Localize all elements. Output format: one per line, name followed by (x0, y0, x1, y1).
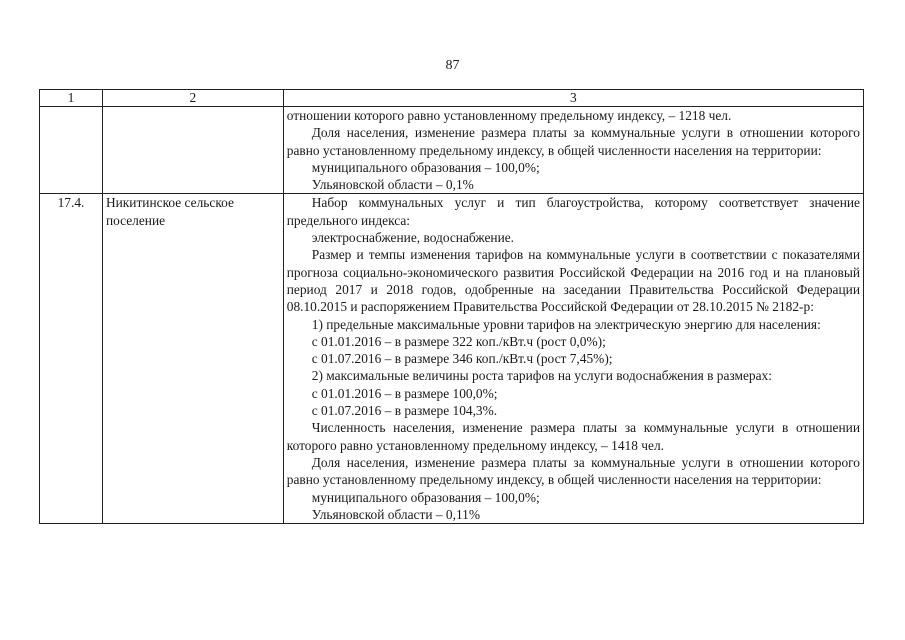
row-content-cell (283, 107, 863, 194)
paragraph: Доля населения, изменение размера платы за коммунальные услуги в отношении которого равно установленному предельному индексу, в общей численности населения на территории: (286, 454, 860, 488)
page-number: 87 (445, 58, 460, 73)
data-table (39, 89, 864, 524)
paragraph: Численность населения, изменение размера платы за коммунальные услуги в отношении которого равно установленному предельному индексу, – 1418 чел. (286, 420, 860, 453)
row-name-cell (102, 107, 283, 194)
paragraph: 2) максимальные величины роста тарифов на услуги водоснабжения в размерах: (311, 368, 772, 384)
row-number-cell (40, 107, 103, 194)
paragraph: Размер и темпы изменения тарифов на коммунальные услуги в соответствии с показателями прогноза социально-экономического развития Российской Федерации на 2016 год и на плановый период 2017 и 2018 годов, одобренные на заседании Правительства Российской Федерации 08.10.2015 и распоряжением Правительства Российской Федерации от 28.10.2015 № 2182-р: (286, 247, 860, 315)
paragraph: Ульяновской области – 0,11% (311, 506, 480, 522)
paragraph: электроснабжение, водоснабжение. (311, 230, 515, 246)
column-header-2: 2 (102, 90, 283, 107)
row-content-cell (283, 194, 863, 524)
paragraph: Доля населения, изменение размера платы за коммунальные услуги в отношении которого равно установленному предельному индексу, в общей численности населения на территории: (286, 125, 860, 158)
paragraph: с 01.01.2016 – в размере 322 коп./кВт.ч (рост 0,0%); (311, 333, 606, 349)
paragraph: Ульяновской области – 0,1% (311, 177, 474, 193)
table-header-row (40, 90, 864, 107)
paragraph: муниципального образования – 100,0%; (311, 489, 540, 505)
row-name-cell: Никитинское сельское поселение (102, 194, 283, 524)
row-number-cell: 17.4. (40, 194, 103, 524)
table-row-continuation (40, 107, 864, 194)
column-header-3: 3 (283, 90, 863, 107)
paragraph: с 01.07.2016 – в размере 346 коп./кВт.ч (рост 7,45%); (311, 351, 613, 367)
paragraph: Набор коммунальных услуг и тип благоустройства, которому соответствует значение предельного индекса: (286, 195, 860, 228)
paragraph: с 01.01.2016 – в размере 100,0%; (311, 385, 498, 401)
paragraph: отношении которого равно установленному предельному индексу, – 1218 чел. (286, 108, 732, 123)
paragraph: 1) предельные максимальные уровни тарифов на электрическую энергию для населения: (311, 316, 821, 332)
paragraph: с 01.07.2016 – в размере 104,3%. (311, 403, 498, 419)
paragraph: муниципального образования – 100,0%; (311, 159, 540, 175)
table-row-17-4 (40, 194, 864, 524)
column-header-1: 1 (40, 90, 103, 107)
